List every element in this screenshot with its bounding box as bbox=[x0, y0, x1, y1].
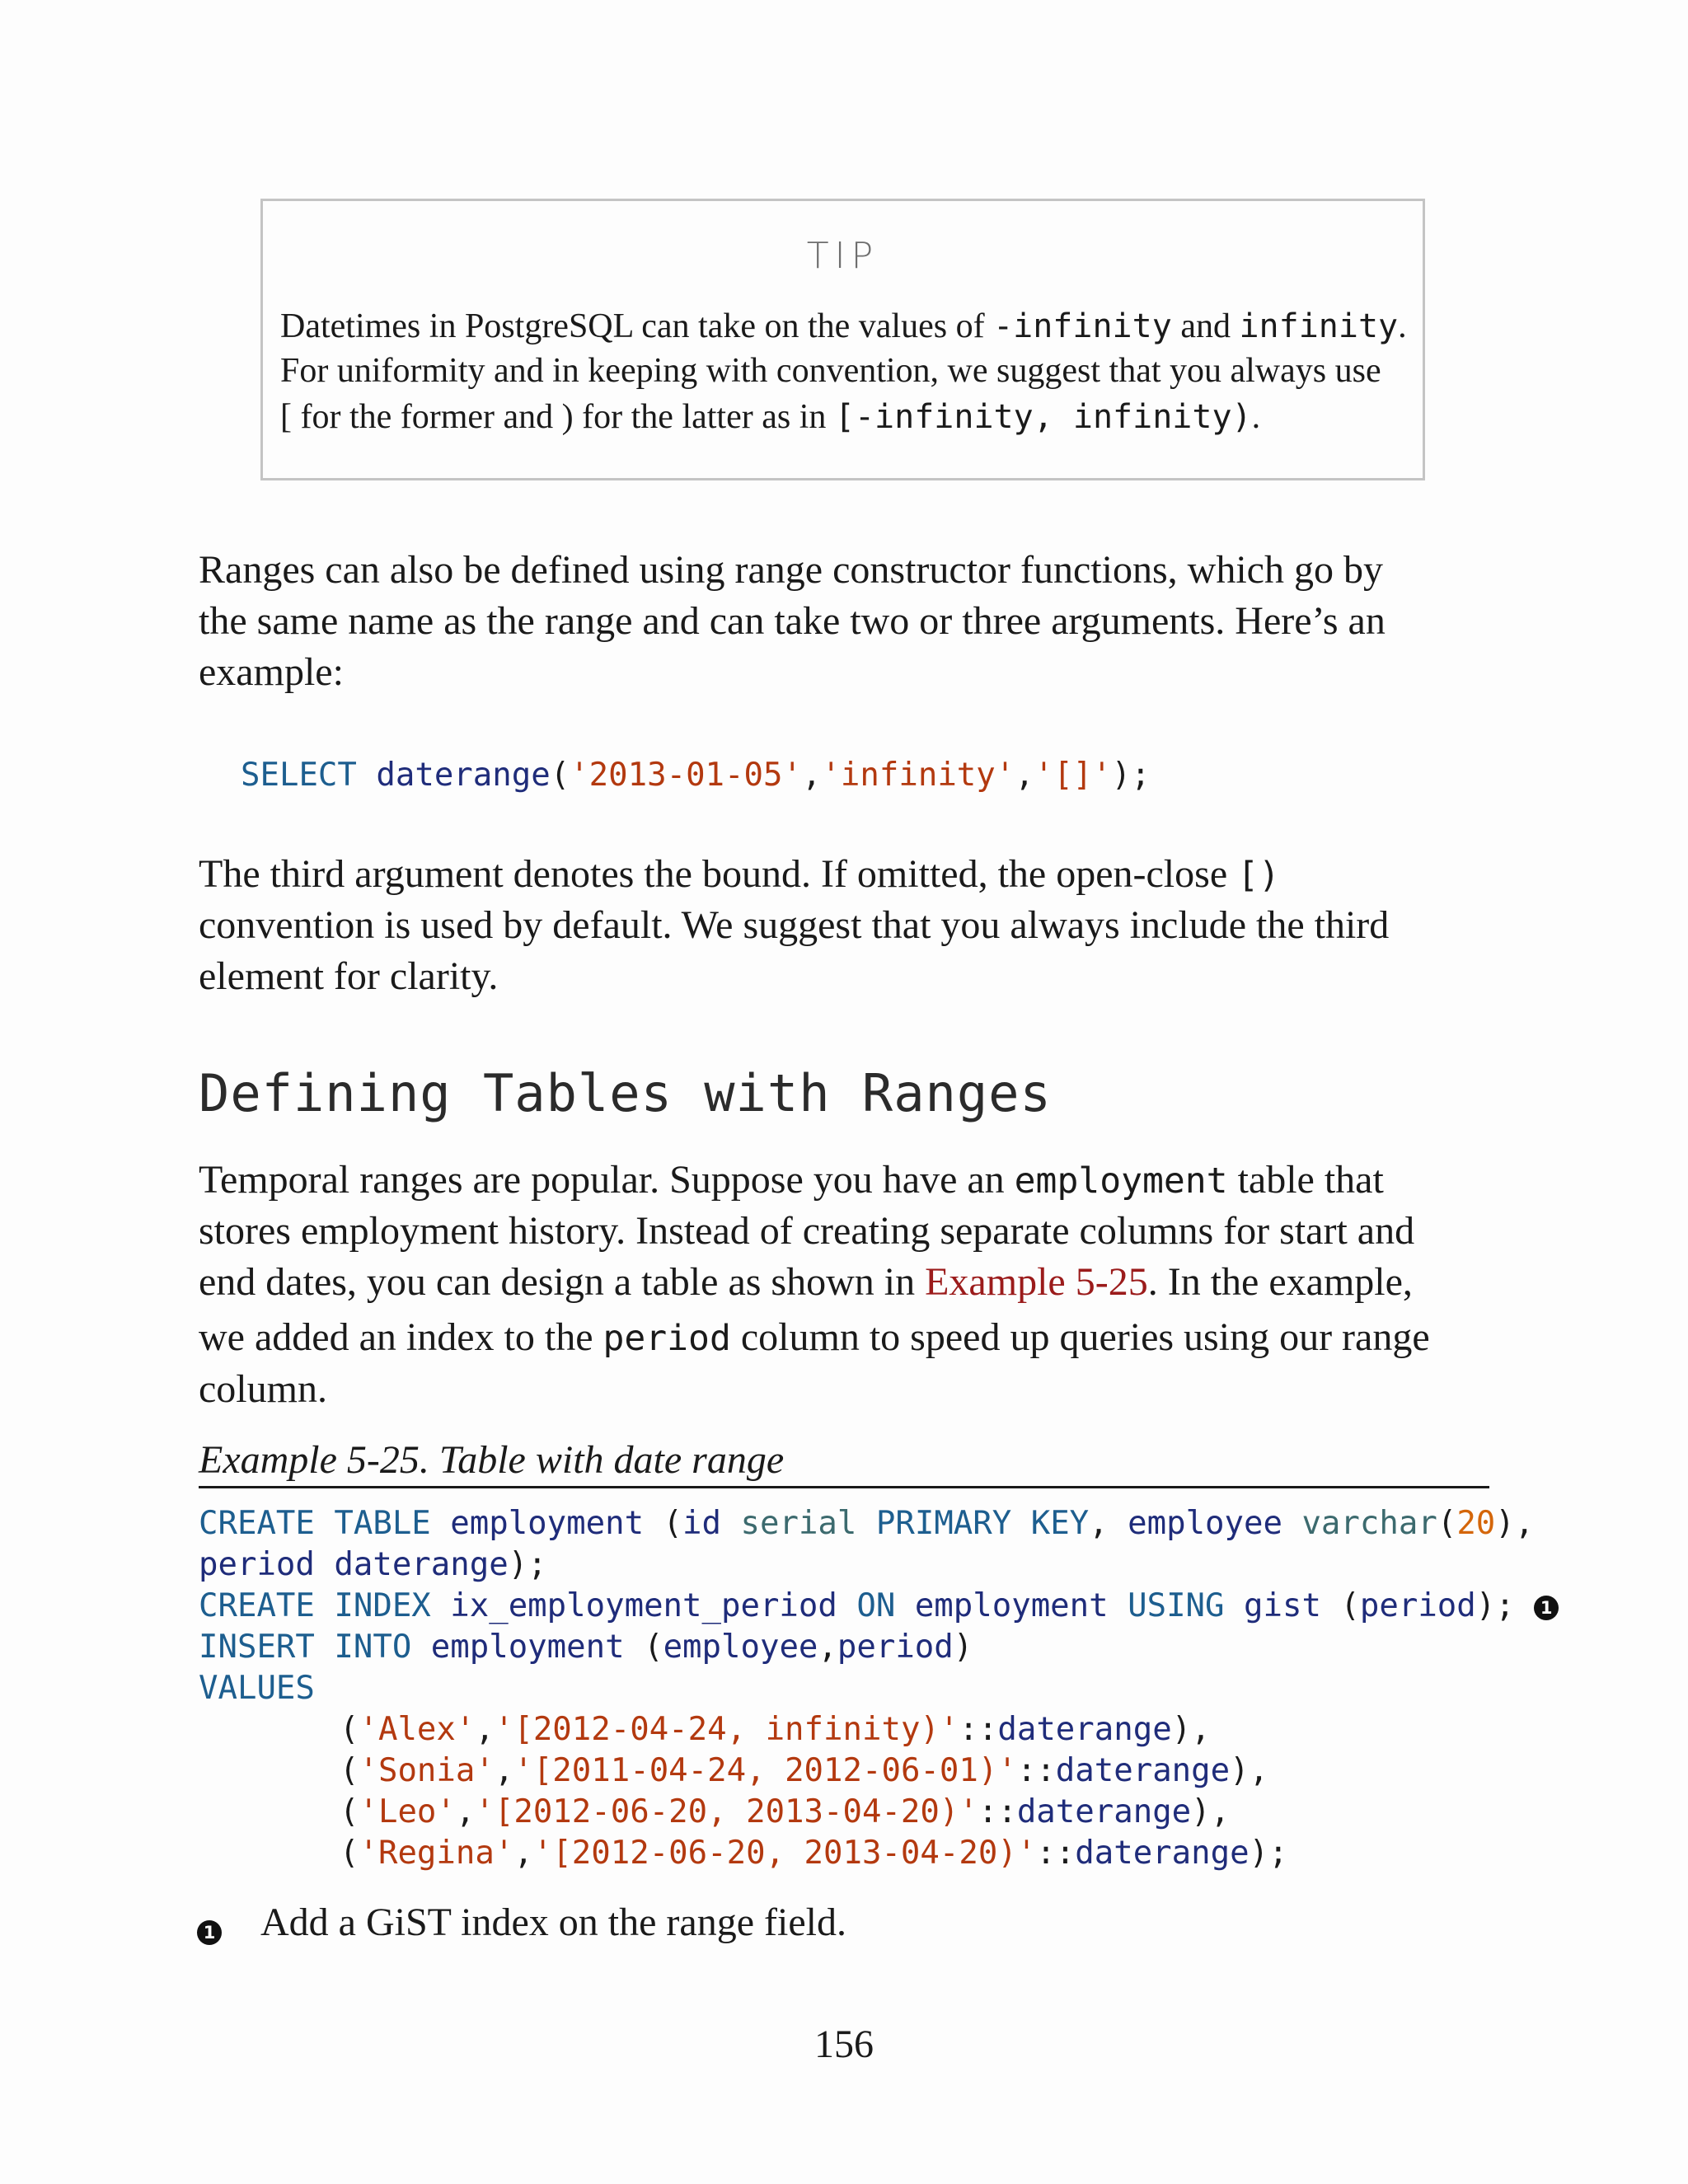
paragraph-text: Temporal ranges are popular. Suppose you have an bbox=[199, 1158, 1015, 1202]
tip-code-neg-infinity: -infinity bbox=[993, 307, 1172, 345]
code-punct: ), bbox=[1230, 1752, 1269, 1789]
code-punct: , bbox=[1089, 1505, 1109, 1542]
inline-code: [) bbox=[1237, 855, 1280, 896]
tip-heading: TIP bbox=[806, 235, 879, 277]
code-type: daterange bbox=[997, 1711, 1172, 1748]
paragraph-3-line-4 bbox=[199, 1312, 1430, 1364]
code-punct: ); bbox=[1475, 1587, 1515, 1624]
code-keyword: SELECT bbox=[241, 757, 357, 794]
code-punct: ( bbox=[340, 1793, 359, 1830]
code-keyword: PRIMARY KEY bbox=[875, 1505, 1090, 1542]
code-string: 'Regina' bbox=[359, 1835, 514, 1872]
code-punct: :: bbox=[1016, 1752, 1056, 1789]
paragraph-1-line-2: the same name as the range and can take two or three arguments. Here’s an bbox=[199, 599, 1386, 643]
code-type: daterange bbox=[1055, 1752, 1231, 1789]
code-string: '[2011-04-24, 2012-06-01)' bbox=[513, 1752, 1017, 1789]
code-punct: ), bbox=[1191, 1793, 1231, 1830]
paragraph-2-line-1 bbox=[199, 849, 1280, 901]
example-caption: Example 5-25. Table with date range bbox=[199, 1438, 785, 1482]
paragraph-text: we added an index to the bbox=[199, 1315, 603, 1359]
code-punct: ), bbox=[1171, 1711, 1211, 1748]
code-keyword: CREATE bbox=[199, 1505, 315, 1542]
paragraph-text: The third argument denotes the bound. If omitted, the open-close bbox=[199, 852, 1238, 896]
tip-line-1 bbox=[280, 303, 1407, 349]
code-punct: ); bbox=[508, 1546, 547, 1583]
code-punct: , bbox=[475, 1711, 495, 1748]
paragraph-1-line-3: example: bbox=[199, 650, 344, 694]
example-link[interactable]: Example 5-25 bbox=[925, 1260, 1148, 1304]
code-identifier: id bbox=[682, 1505, 722, 1542]
code-string: '[2012-04-24, infinity)' bbox=[494, 1711, 959, 1748]
code-identifier: period bbox=[199, 1546, 315, 1583]
code-punct: ( bbox=[1320, 1587, 1360, 1624]
page-number: 156 bbox=[814, 2022, 874, 2066]
code-string: 'Alex' bbox=[359, 1711, 476, 1748]
code-block-select bbox=[241, 755, 1151, 796]
code-identifier: ix_employment_period bbox=[450, 1587, 837, 1624]
tip-text: . bbox=[1398, 307, 1407, 345]
inline-code: employment bbox=[1014, 1160, 1228, 1202]
code-keyword: INTO bbox=[334, 1629, 412, 1666]
code-punct: ); bbox=[1249, 1835, 1288, 1872]
code-keyword: CREATE bbox=[199, 1587, 315, 1624]
code-punct: , bbox=[513, 1835, 533, 1872]
code-number: 20 bbox=[1456, 1505, 1496, 1542]
paragraph-2-line-3: element for clarity. bbox=[199, 954, 499, 998]
code-punct: ( bbox=[1437, 1505, 1457, 1542]
code-keyword: INSERT bbox=[199, 1629, 315, 1666]
code-identifier: employment bbox=[430, 1629, 625, 1666]
code-string: 'Sonia' bbox=[359, 1752, 495, 1789]
code-block-line-2 bbox=[199, 1544, 547, 1586]
tip-code-infinity: infinity bbox=[1239, 307, 1399, 345]
paragraph-text: column to speed up queries using our range bbox=[730, 1315, 1430, 1359]
paragraph-text: end dates, you can design a table as shown in bbox=[199, 1260, 926, 1304]
code-keyword: INDEX bbox=[334, 1587, 431, 1624]
code-values-row bbox=[340, 1833, 1288, 1874]
code-punct: , bbox=[494, 1752, 514, 1789]
code-function: daterange bbox=[376, 757, 551, 794]
paragraph-3-line-2: stores employment history. Instead of creating separate columns for start and bbox=[199, 1209, 1415, 1253]
paragraph-text: . In the example, bbox=[1147, 1260, 1413, 1304]
code-identifier: employment bbox=[914, 1587, 1109, 1624]
tip-line-3 bbox=[280, 394, 1260, 440]
callout-number-icon: 1 bbox=[197, 1920, 222, 1945]
code-punct: :: bbox=[1036, 1835, 1076, 1872]
paragraph-1-line-1: Ranges can also be defined using range constructor functions, which go by bbox=[199, 548, 1383, 592]
tip-text: Datetimes in PostgreSQL can take on the values of bbox=[280, 307, 994, 345]
code-keyword: ON bbox=[856, 1587, 896, 1624]
code-values-row bbox=[340, 1709, 1211, 1750]
code-punct: , bbox=[818, 1629, 837, 1666]
callout-text: Add a GiST index on the range field. bbox=[260, 1900, 846, 1944]
paragraph-3-line-5: column. bbox=[199, 1367, 327, 1411]
code-block-line-1 bbox=[199, 1503, 1534, 1544]
code-keyword: USING bbox=[1128, 1587, 1225, 1624]
paragraph-3-line-1 bbox=[199, 1155, 1384, 1207]
code-type: daterange bbox=[1075, 1835, 1250, 1872]
tip-text: and bbox=[1171, 307, 1240, 345]
code-string: '[]' bbox=[1034, 757, 1112, 794]
code-values-row bbox=[340, 1750, 1268, 1792]
code-punct: ( bbox=[340, 1835, 359, 1872]
tip-text: . bbox=[1251, 398, 1261, 436]
code-string: '[2012-06-20, 2013-04-20)' bbox=[532, 1835, 1037, 1872]
code-type: daterange bbox=[334, 1546, 509, 1583]
callout-marker-icon: 1 bbox=[1534, 1596, 1559, 1620]
code-punct: ); bbox=[1111, 757, 1151, 794]
code-block-line-5 bbox=[199, 1668, 315, 1709]
tip-code-range: [-infinity, infinity) bbox=[834, 398, 1252, 436]
code-punct: ( bbox=[550, 757, 570, 794]
paragraph-text: table that bbox=[1227, 1158, 1384, 1202]
tip-text: [ for the former and ) for the latter as in bbox=[280, 398, 835, 436]
code-string: '[2012-06-20, 2013-04-20)' bbox=[475, 1793, 978, 1830]
code-identifier: employee bbox=[1128, 1505, 1282, 1542]
code-punct: ( bbox=[340, 1711, 359, 1748]
paragraph-3-line-3 bbox=[199, 1257, 1413, 1308]
caption-rule bbox=[199, 1486, 1489, 1488]
code-punct: ( bbox=[340, 1752, 359, 1789]
code-punct: , bbox=[1015, 757, 1034, 794]
code-block-line-4 bbox=[199, 1627, 973, 1668]
callout-list-marker bbox=[197, 1920, 222, 1945]
code-identifier: period bbox=[837, 1629, 954, 1666]
section-heading: Defining Tables with Ranges bbox=[199, 1063, 1052, 1123]
code-identifier: employment bbox=[450, 1505, 645, 1542]
code-string: 'infinity' bbox=[821, 757, 1015, 794]
code-punct: :: bbox=[959, 1711, 998, 1748]
code-punct: :: bbox=[978, 1793, 1017, 1830]
code-type: daterange bbox=[1016, 1793, 1192, 1830]
code-punct: ), bbox=[1495, 1505, 1535, 1542]
code-punct: ) bbox=[953, 1629, 973, 1666]
tip-line-2: For uniformity and in keeping with convention, we suggest that you always use bbox=[280, 352, 1381, 390]
code-values-row bbox=[340, 1792, 1230, 1833]
code-punct: ( bbox=[644, 1505, 683, 1542]
tip-box bbox=[260, 199, 1425, 480]
code-type: serial bbox=[740, 1505, 857, 1542]
code-type: varchar bbox=[1301, 1505, 1437, 1542]
code-identifier: gist bbox=[1244, 1587, 1321, 1624]
code-identifier: employee bbox=[663, 1629, 818, 1666]
code-keyword: TABLE bbox=[334, 1505, 431, 1542]
code-keyword: VALUES bbox=[199, 1670, 315, 1707]
paragraph-2-line-2: convention is used by default. We suggest that you always include the third bbox=[199, 903, 1390, 947]
code-punct: , bbox=[801, 757, 822, 794]
code-string: '2013-01-05' bbox=[570, 757, 802, 794]
code-block-line-3 bbox=[199, 1586, 1559, 1627]
code-punct: , bbox=[455, 1793, 476, 1830]
inline-code: period bbox=[603, 1318, 731, 1359]
code-identifier: period bbox=[1359, 1587, 1476, 1624]
code-punct: ( bbox=[624, 1629, 663, 1666]
code-string: 'Leo' bbox=[359, 1793, 456, 1830]
